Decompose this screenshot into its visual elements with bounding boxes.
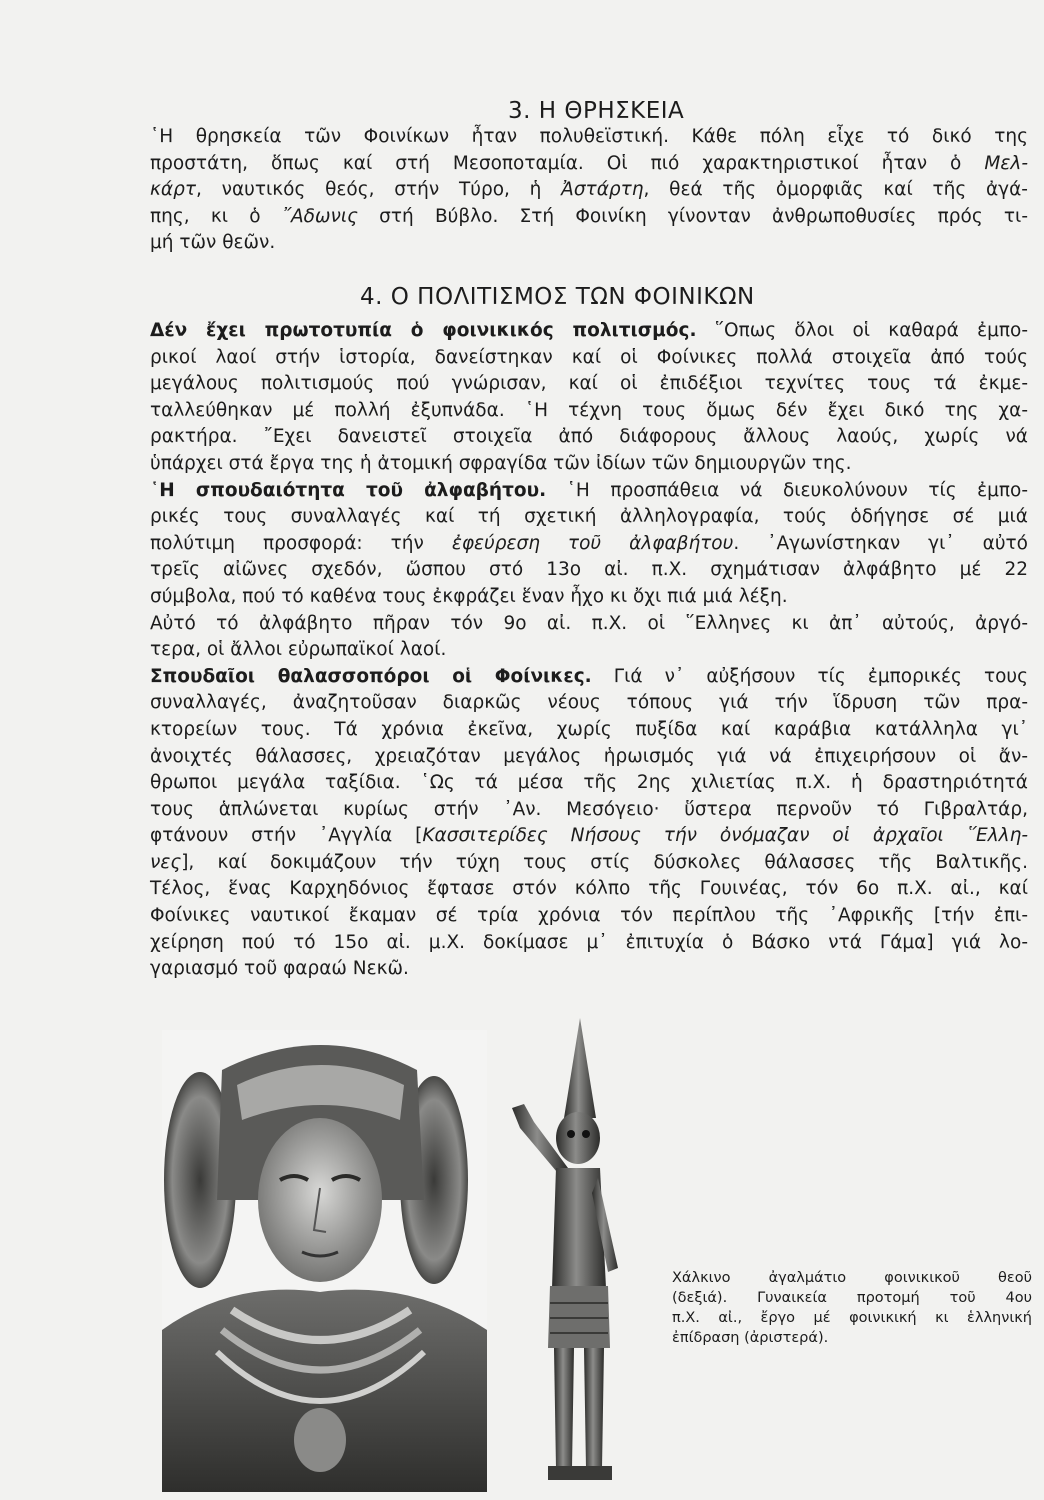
text-run-italic: Μελ-	[984, 152, 1028, 174]
bronze-statuette-photo	[492, 1018, 632, 1496]
text-line: ὑπάρχει στά ἔργα της ἡ ἀτομική σφραγίδα τῶν ἰδίων τῶν δημιουργῶν της.	[150, 452, 852, 474]
civilization-body	[150, 318, 1028, 983]
text-line: τους ἁπλώνεται κυρίως στήν ᾿Αν. Μεσόγειο· ὕστερα περνοῦν τό Γιβραλτάρ,	[150, 798, 1028, 820]
text-run-italic: κάρτ	[150, 179, 196, 201]
text-line	[150, 204, 1028, 231]
text-line	[150, 151, 1028, 178]
text-run-italic: ἐφεύρεση τοῦ ἀλφαβήτου	[451, 532, 734, 554]
text-line	[150, 318, 1028, 345]
subheading-seafarers: Σπουδαῖοι θαλασσοπόροι οἱ Φοίνικες.	[150, 665, 592, 687]
text-line: Φοίνικες ναυτικοί ἔκαμαν σέ τρία χρόνια τόν περίπλου τῆς ᾿Αφρικῆς [τήν ἐπι-	[150, 905, 1028, 927]
text-run: . ᾿Αγωνίστηκαν γι᾿ αὐτό	[733, 532, 1028, 554]
text-run: φτάνουν στήν ᾿Αγγλία [	[150, 825, 423, 847]
caption-line: π.Χ. αἰ., ἔργο μέ φοινικική κι ἑλληνική	[672, 1310, 1032, 1326]
female-bust-photo	[162, 1030, 487, 1492]
caption-line: Χάλκινο ἀγαλμάτιο φοινικικοῦ θεοῦ	[672, 1270, 1032, 1286]
section-title-civilization: 4. Ο ΠΟΛΙΤΙΣΜΟΣ ΤΩΝ ΦΟΙΝΙΚΩΝ	[360, 284, 755, 310]
bronze-statuette-illustration	[492, 1018, 632, 1496]
text-line: ρικές τους συναλλαγές καί τή σχετική ἀλληλογραφία, τούς ὁδήγησε σέ μιά	[150, 506, 1028, 528]
text-run: ῞Οπως ὅλοι οἱ καθαρά ἐμπο-	[696, 320, 1029, 341]
text-run: στή Βύβλο. Στή Φοινίκη γίνονταν ἀνθρωποθυσίες πρός τι-	[357, 205, 1028, 227]
caption-line: (δεξιά). Γυναικεία προτομή τοῦ 4ου	[672, 1290, 1032, 1306]
text-run-italic: ῎Αδωνις	[281, 205, 358, 227]
text-run: ῾Η προσπάθεια νά διευκολύνουν τίς ἐμπο-	[546, 479, 1028, 501]
text-run: , ναυτικός θεός, στήν Τύρο, ἡ	[195, 179, 562, 201]
section-title-religion: 3. Η ΘΡΗΣΚΕΙΑ	[508, 98, 685, 124]
text-line	[150, 177, 1028, 204]
text-line: γαριασμό τοῦ φαραώ Νεκῶ.	[150, 958, 409, 980]
figure-caption	[672, 1268, 1032, 1348]
text-line: κτορείων τους. Τά χρόνια ἐκεῖνα, χωρίς πυξίδα καί καράβια κατάλληλα γι᾿	[150, 718, 1028, 740]
caption-line: ἐπίδραση (ἀριστερά).	[672, 1330, 829, 1346]
text-run-italic: Ἀστάρτη	[561, 179, 644, 201]
text-line	[150, 478, 1028, 505]
religion-paragraph	[150, 124, 1028, 257]
subheading-alphabet: ῾Η σπουδαιότητα τοῦ ἀλφαβήτου.	[150, 479, 547, 501]
text-line: συναλλαγές, ἀναζητοῦσαν διαρκῶς νέους τόπους γιά τήν ἵδρυση τῶν πρα-	[150, 692, 1028, 714]
text-line: τερα, οἱ ἄλλοι εὐρωπαϊκοί λαοί.	[150, 639, 447, 661]
text-run: , θεά τῆς ὀμορφιᾶς καί τῆς ἀγά-	[643, 179, 1028, 201]
text-run-italic: Κασσιτερίδες Νήσους τήν ὀνόμαζαν οἱ ἀρχαῖοι ῞Ελλη-	[422, 825, 1028, 847]
text-line: Αὐτό τό ἀλφάβητο πῆραν τόν 9ο αἰ. π.Χ. οἱ ῞Ελληνες κι ἀπ᾿ αὐτούς, ἀργό-	[150, 612, 1028, 634]
text-run-italic: νες	[150, 851, 182, 873]
text-line: ρικοί λαοί στήν ἱστορία, δανείστηκαν καί οἱ Φοίνικες πολλά στοιχεῖα ἀπό τούς	[150, 346, 1028, 368]
text-line: μή τῶν θεῶν.	[150, 232, 276, 254]
text-line	[150, 664, 1028, 691]
text-line	[150, 531, 1028, 558]
text-run: ], καί δοκιμάζουν τήν τύχη τους στίς δύσκολες θάλασσες τῆς Βαλτικῆς.	[181, 851, 1028, 873]
text-run: πολύτιμη προσφορά: τήν	[150, 532, 452, 554]
subheading-originality: Δέν ἔχει πρωτοτυπία ὁ φοινικικός πολιτισμός.	[150, 320, 697, 341]
text-line: ταλλεύθηκαν μέ πολλή ἐξυπνάδα. ῾Η τέχνη τους ὅμως δέν ἔχει δικό της χα-	[150, 399, 1028, 421]
text-run: Γιά ν᾿ αὐξήσουν τίς ἐμπορικές τους	[591, 665, 1028, 687]
text-line: ῾Η θρησκεία τῶν Φοινίκων ἦταν πολυθεϊστική. Κάθε πόλη εἶχε τό δικό της	[150, 126, 1028, 147]
text-line: ἀνοιχτές θάλασσες, χρειαζόταν μεγάλος ἡρωισμός γιά νά ἐπιχειρήσουν οἱ ἄν-	[150, 745, 1028, 767]
text-line	[150, 823, 1028, 850]
text-line: τρεῖς αἰῶνες σχεδόν, ὥσπου στό 13ο αἰ. π.Χ. σχημάτισαν ἀλφάβητο μέ 22	[150, 559, 1028, 581]
female-bust-illustration	[162, 1030, 487, 1492]
text-line	[150, 850, 1028, 877]
text-run: προστάτη, ὅπως καί στή Μεσοποταμία. Οἱ πιό χαρακτηριστικοί ἦταν ὁ	[150, 152, 985, 174]
text-run: πης, κι ὁ	[150, 205, 282, 227]
text-line: ρακτήρα. ῎Εχει δανειστεῖ στοιχεῖα ἀπό διάφορους ἄλλους λαούς, χωρίς νά	[150, 426, 1028, 448]
text-line: Τέλος, ἕνας Καρχηδόνιος ἔφτασε στόν κόλπο τῆς Γουινέας, τόν 6ο π.Χ. αἰ., καί	[150, 878, 1028, 900]
text-line: μεγάλους πολιτισμούς πού γνώρισαν, καί οἱ ἐπιδέξιοι τεχνίτες τους τά ἐκμε-	[150, 373, 1028, 395]
text-line: χείρηση πού τό 15ο αἰ. μ.Χ. δοκίμασε μ᾿ ἐπιτυχία ὁ Βάσκο ντά Γάμα] γιά λο-	[150, 931, 1028, 953]
text-line: θρωποι μεγάλα ταξίδια. ῾Ως τά μέσα τῆς 2ης χιλιετίας π.Χ. ἡ δραστηριότητά	[150, 772, 1028, 794]
text-line: σύμβολα, πού τό καθένα τους ἐκφράζει ἕναν ἦχο κι ὄχι πιά μιά λέξη.	[150, 585, 788, 607]
